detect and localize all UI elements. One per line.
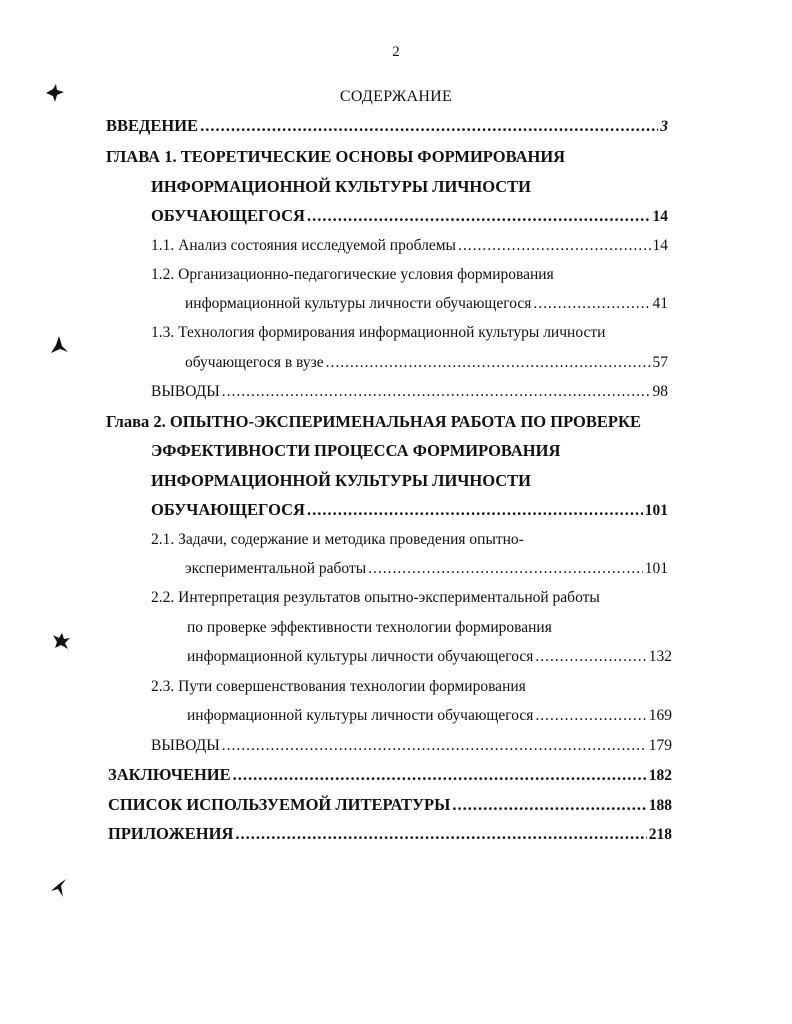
toc-section-1-2-line-2[interactable]: [185, 292, 668, 316]
dot-leader: [307, 204, 651, 228]
dot-leader: [535, 704, 646, 728]
toc-entry-label: ОБУЧАЮЩЕГОСЯ: [151, 206, 305, 225]
toc-chapter-1-line-3[interactable]: [151, 204, 668, 228]
toc-chapter-1-line-2[interactable]: ИНФОРМАЦИОННОЙ КУЛЬТУРЫ ЛИЧНОСТИ: [151, 177, 532, 196]
toc-entry-page: 14: [652, 237, 668, 254]
toc-entry-label: информационной культуры личности обучающегося: [187, 648, 534, 665]
toc-entry-page: 3: [660, 118, 668, 135]
toc-section-2-2-line-1[interactable]: 2.2. Интерпретация результатов опытно-экспериментальной работы: [151, 589, 600, 606]
toc-entry-page: 14: [652, 208, 668, 225]
bleed-mark-icon: [48, 877, 70, 899]
dot-leader: [233, 763, 647, 787]
toc-entry-page: 179: [648, 737, 672, 754]
toc-section-2-3-line-2[interactable]: [187, 704, 672, 728]
toc-entry-page: 57: [652, 354, 668, 371]
dot-leader: [222, 734, 647, 758]
toc-entry-intro[interactable]: [106, 114, 668, 138]
bleed-mark-icon: [44, 82, 66, 104]
dot-leader: [535, 645, 646, 669]
toc-entry-page: 169: [648, 707, 672, 724]
toc-entry-page: 132: [648, 648, 672, 665]
page-number: 2: [392, 44, 400, 60]
toc-section-2-3-line-1[interactable]: 2.3. Пути совершенствования технологии формирования: [151, 678, 526, 695]
toc-entry-conclusion[interactable]: [108, 763, 672, 787]
toc-entry-references[interactable]: [108, 793, 672, 817]
dot-leader: [326, 351, 651, 375]
toc-chapter-2-line-3[interactable]: ИНФОРМАЦИОННОЙ КУЛЬТУРЫ ЛИЧНОСТИ: [151, 471, 532, 490]
toc-entry-label: информационной культуры личности обучающегося: [185, 295, 532, 312]
toc-entry-page: 218: [648, 826, 672, 843]
toc-entry-page: 101: [644, 502, 668, 519]
toc-chapter-2-line-2[interactable]: ЭФФЕКТИВНОСТИ ПРОЦЕССА ФОРМИРОВАНИЯ: [151, 441, 561, 460]
toc-chapter-1-line-1[interactable]: ГЛАВА 1. ТЕОРЕТИЧЕСКИЕ ОСНОВЫ ФОРМИРОВАНИЯ: [106, 147, 566, 166]
dot-leader: [222, 380, 651, 404]
toc-entry-label: 1.1. Анализ состояния исследуемой проблемы: [151, 237, 456, 254]
dot-leader: [200, 114, 658, 138]
dot-leader: [452, 793, 646, 817]
toc-chapter-2-line-1[interactable]: Глава 2. ОПЫТНО-ЭКСПЕРИМЕНАЛЬНАЯ РАБОТА ПО ПРОВЕРКЕ: [106, 412, 641, 431]
dot-leader: [235, 822, 646, 846]
toc-section-2-1-line-2[interactable]: [185, 557, 668, 581]
dot-leader: [368, 557, 643, 581]
toc-chapter-1-conclusions[interactable]: [151, 380, 668, 404]
toc-entry-label: СПИСОК ИСПОЛЬЗУЕМОЙ ЛИТЕРАТУРЫ: [108, 795, 451, 814]
toc-section-1-3-line-1[interactable]: 1.3. Технология формирования информационной культуры личности: [151, 324, 606, 341]
toc-section-2-1-line-1[interactable]: 2.1. Задачи, содержание и методика проведения опытно-: [151, 531, 524, 548]
dot-leader: [533, 292, 650, 316]
toc-entry-page: 98: [652, 383, 668, 400]
toc-entry-page: 101: [644, 560, 668, 577]
dot-leader: [307, 498, 643, 522]
toc-entry-label: ВВЕДЕНИЕ: [106, 116, 199, 135]
toc-entry-appendices[interactable]: [108, 822, 672, 846]
toc-entry-page: 182: [648, 767, 672, 784]
dot-leader: [458, 234, 651, 258]
bleed-mark-icon: [50, 630, 72, 652]
toc-section-2-2-line-3[interactable]: [187, 645, 672, 669]
toc-section-1-2-line-1[interactable]: 1.2. Организационно-педагогические условия формирования: [151, 266, 554, 283]
toc-entry-label: экспериментальной работы: [185, 560, 367, 577]
toc-entry-label: ВЫВОДЫ: [151, 383, 220, 400]
toc-title: СОДЕРЖАНИЕ: [339, 88, 453, 105]
toc-entry-label: информационной культуры личности обучающегося: [187, 707, 534, 724]
toc-entry-label: обучающегося в вузе: [185, 354, 324, 371]
toc-entry-page: 41: [652, 295, 668, 312]
toc-section-2-2-line-2[interactable]: по проверке эффективности технологии формирования: [187, 619, 552, 636]
toc-entry-label: ОБУЧАЮЩЕГОСЯ: [151, 500, 305, 519]
toc-chapter-2-conclusions[interactable]: [151, 734, 672, 758]
toc-entry-label: ПРИЛОЖЕНИЯ: [108, 824, 234, 843]
toc-entry-page: 188: [648, 797, 672, 814]
toc-entry-label: ЗАКЛЮЧЕНИЕ: [108, 765, 231, 784]
toc-section-1-3-line-2[interactable]: [185, 351, 668, 375]
toc-entry-label: ВЫВОДЫ: [151, 737, 220, 754]
toc-chapter-2-line-4[interactable]: [151, 498, 668, 522]
bleed-mark-icon: [48, 334, 70, 356]
toc-section-1-1[interactable]: [151, 234, 668, 258]
